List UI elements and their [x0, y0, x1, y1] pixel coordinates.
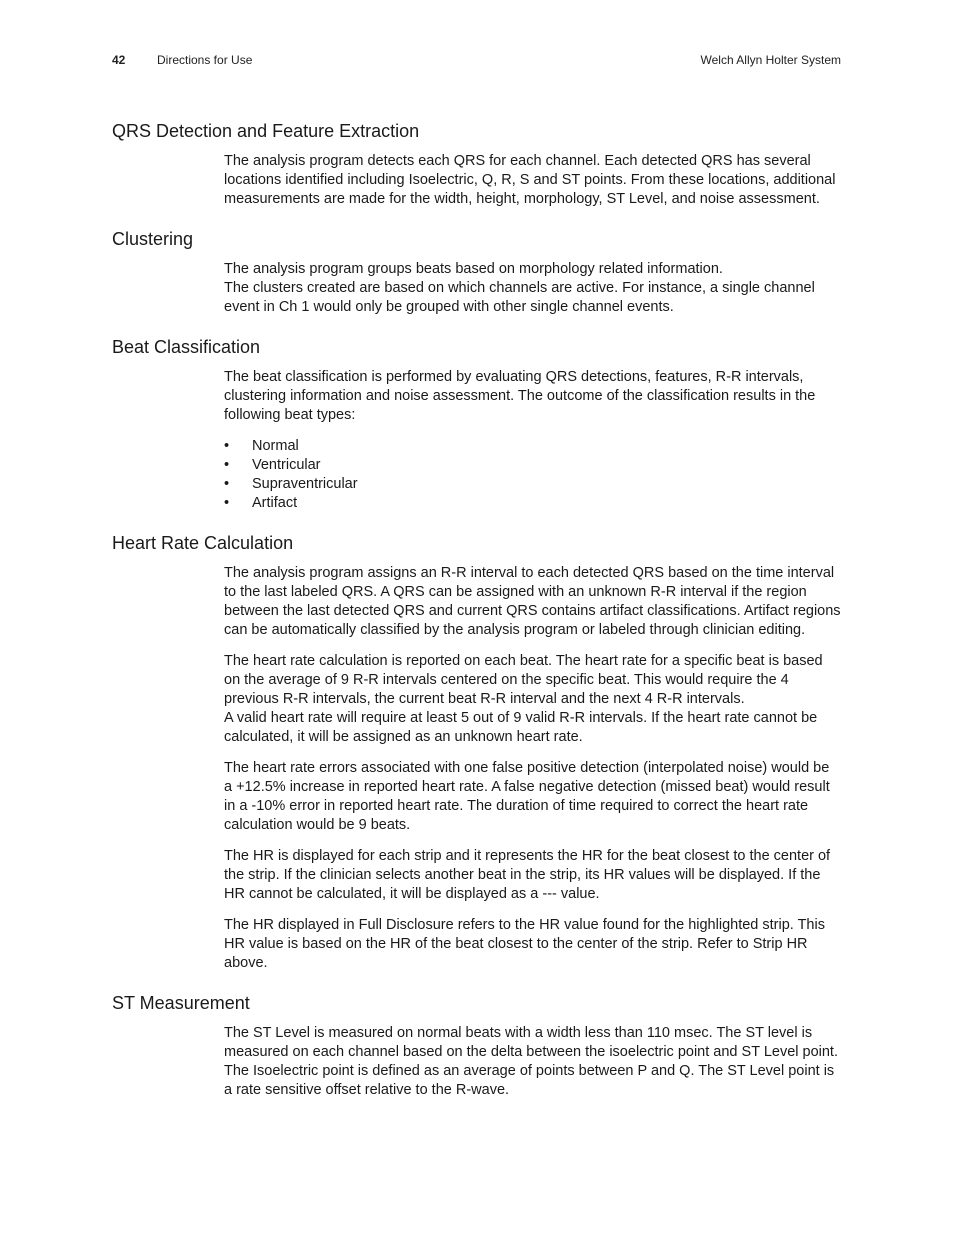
page-number: 42	[112, 53, 126, 67]
list-item-text: Artifact	[252, 495, 298, 511]
paragraph-line: A valid heart rate will require at least 5 out of 9 valid R-R intervals. If the heart rate cannot be calculated, it will be assigned as an unknown heart rate.	[224, 710, 818, 745]
list-item	[224, 437, 841, 456]
bullet: •	[224, 457, 230, 473]
section-heading: Clustering	[112, 229, 194, 249]
page-content	[112, 120, 841, 1112]
list-item	[224, 494, 841, 513]
section-st-measurement	[112, 992, 841, 1100]
section-body	[224, 1024, 841, 1100]
paragraph: The heart rate errors associated with one false positive detection (interpolated noise) would be a +12.5% increase in reported heart rate. A false negative detection (missed beat) would result in a -10% error in reported heart rate. The duration of time required to correct the heart rate calculation would be 9 beats.	[224, 760, 830, 833]
section-body	[224, 368, 841, 513]
section-body	[224, 152, 841, 209]
section-heading: ST Measurement	[112, 993, 250, 1013]
bullet: •	[224, 438, 230, 454]
section-body	[224, 564, 841, 973]
list-item-text: Supraventricular	[252, 476, 358, 492]
bullet: •	[224, 495, 230, 511]
document-title: Directions for Use	[157, 53, 253, 67]
beat-type-list	[224, 437, 841, 513]
paragraph: The beat classification is performed by evaluating QRS detections, features, R-R intervals, clustering information and noise assessment. The outcome of the classification results in the following beat types:	[224, 369, 816, 423]
bullet: •	[224, 476, 230, 492]
paragraph	[224, 652, 841, 747]
paragraph: The HR displayed in Full Disclosure refers to the HR value found for the highlighted strip. This HR value is based on the HR of the beat closest to the center of the strip. Refer to Strip HR above.	[224, 917, 825, 971]
paragraph: The analysis program assigns an R-R interval to each detected QRS based on the time interval to the last labeled QRS. A QRS can be assigned with an unknown R-R interval if the region between the last detected QRS and current QRS contains artifact classifications. Artifact regions can be automatically classified by the analysis program or labeled through clinician editing.	[224, 565, 841, 638]
section-heading: Heart Rate Calculation	[112, 533, 294, 553]
section-clustering	[112, 228, 841, 317]
product-name: Welch Allyn Holter System	[700, 53, 841, 67]
paragraph: The analysis program detects each QRS for each channel. Each detected QRS has several locations identified including Isoelectric, Q, R, S and ST points. From these locations, additional measurements are made for the width, height, morphology, ST Level, and noise assessment.	[224, 153, 836, 207]
paragraph: The ST Level is measured on normal beats with a width less than 110 msec. The ST level is measured on each channel based on the delta between the isoelectric point and ST Level point. The Isoelectric point is defined as an average of points between P and Q. The ST Level point is a rate sensitive offset relative to the R-wave.	[224, 1025, 838, 1098]
list-item	[224, 475, 841, 494]
paragraph-line: The clusters created are based on which channels are active. For instance, a single channel event in Ch 1 would only be grouped with other single channel events.	[224, 280, 815, 315]
section-body	[224, 260, 841, 317]
section-heart-rate-calculation	[112, 532, 841, 973]
section-qrs-detection	[112, 120, 841, 209]
paragraph	[224, 260, 841, 317]
paragraph-line: The analysis program groups beats based on morphology related information.	[224, 261, 723, 277]
running-header	[112, 53, 841, 69]
paragraph-line: The heart rate calculation is reported on each beat. The heart rate for a specific beat is based on the average of 9 R-R intervals centered on the specific beat. This would require the 4 previous R-R intervals, the current beat R-R interval and the next 4 R-R intervals.	[224, 653, 823, 707]
section-heading: QRS Detection and Feature Extraction	[112, 121, 420, 141]
list-item-text: Normal	[252, 438, 299, 454]
paragraph: The HR is displayed for each strip and it represents the HR for the beat closest to the center of the strip. If the clinician selects another beat in the strip, its HR values will be displayed. If the HR cannot be calculated, it will be displayed as a --- value.	[224, 848, 831, 902]
section-beat-classification	[112, 336, 841, 513]
section-heading: Beat Classification	[112, 337, 261, 357]
list-item-text: Ventricular	[252, 457, 321, 473]
list-item	[224, 456, 841, 475]
